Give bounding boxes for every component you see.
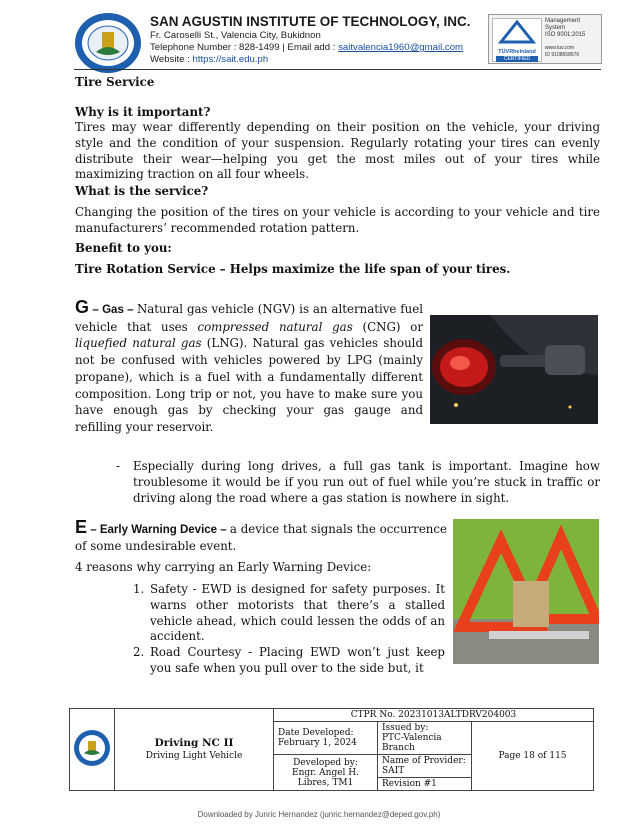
- footer-ctpr: CTPR No. 20231013ALTDRV204003: [274, 709, 594, 722]
- warning-triangle-photo: [453, 519, 599, 664]
- download-notice: Downloaded by Junric Hernandez (junric.hernandez@deped.gov.ph): [197, 810, 441, 819]
- gas-text-3: (LNG). Natural gas vehicles should not be confused with vehicles powered by LPG (mainly propane), which is a fuel with a fundamentally different composition. Long trip or not, you have to make sure you have enough gas by checking your gas gauge and refilling your reservoir.: [75, 336, 423, 434]
- footer-provider-cell: [378, 755, 472, 778]
- website-link[interactable]: https://sait.edu.ph: [192, 54, 269, 65]
- footer-school-logo: [73, 729, 111, 767]
- tuv-certification-badge: [488, 14, 602, 64]
- footer-provider-label: Name of Provider:: [382, 756, 466, 766]
- gas-text-2: (CNG) or: [352, 319, 424, 334]
- gas-italic-2: liquefied natural gas: [75, 336, 202, 351]
- gas-paragraph: [75, 299, 423, 436]
- footer-developed-cell: [274, 755, 378, 791]
- footer-logo-cell: [70, 709, 115, 791]
- footer-revision: Revision #1: [378, 778, 472, 791]
- gas-label: – Gas –: [89, 304, 137, 316]
- tuv-logo: [492, 18, 542, 62]
- footer-course: Driving NC II: [154, 737, 234, 749]
- benefit-heading: Benefit to you:: [75, 241, 172, 255]
- header-divider: [74, 69, 601, 70]
- ewd-item-2-number: 2.: [133, 645, 145, 659]
- ewd-paragraph: [75, 517, 447, 555]
- footer-course-cell: [115, 709, 274, 791]
- footer-subtitle: Driving Light Vehicle: [145, 751, 243, 761]
- school-logo: [74, 12, 142, 74]
- footer-issued-value: PTC-Valencia Branch: [382, 733, 442, 753]
- ewd-item-2-text: Road Courtesy - Placing EWD won’t just keep you safe when you pull over to the side but, it: [150, 645, 445, 675]
- what-heading: What is the service?: [75, 184, 209, 198]
- tuv-certified: CERTIFIED: [496, 56, 538, 62]
- ewd-label: – Early Warning Device –: [87, 524, 230, 536]
- tuv-triangle-icon: [493, 19, 541, 45]
- footer-developed-label: Developed by:: [293, 757, 358, 768]
- footer-developed-value: Engr. Angel H. Libres, TM1: [292, 767, 359, 788]
- cert-system-text: [545, 18, 585, 59]
- gas-italic-1: compressed natural gas: [197, 319, 353, 334]
- gas-text-1: Natural gas vehicle (NGV) is an alternative fuel vehicle that uses: [75, 302, 424, 334]
- ewd-reasons-heading: 4 reasons why carrying an Early Warning Device:: [75, 560, 372, 574]
- org-name: SAN AGUSTIN INSTITUTE OF TECHNOLOGY, INC.: [150, 14, 471, 29]
- footer-page: Page 18 of 115: [472, 722, 594, 791]
- section-title: Tire Service: [75, 75, 155, 89]
- why-text: Tires may wear differently depending on their position on the vehicle, your driving style and the condition of your suspension. Regularly rotating your tires can evenly distribute their wear—helping you get the most miles out of your tires while maximizing traction on all four wheels.: [75, 120, 600, 182]
- ewd-item-1-text: Safety - EWD is designed for safety purposes. It warns other motorists that there’s a stalled vehicle ahead, which could lessen the odds of an accident.: [150, 582, 445, 644]
- ewd-text: a device that signals the occurrence of some undesirable event.: [75, 522, 447, 553]
- org-address: Fr. Caroselli St., Valencia City, Bukidnon: [150, 30, 321, 41]
- benefit-text: Tire Rotation Service – Helps maximize the life span of your tires.: [75, 262, 511, 276]
- gas-bullet-text: Especially during long drives, a full gas tank is important. Imagine how troublesome it would be if you run out of fuel while you’re stuck in traffic or driving along the road where a gas station is nowhere in sight.: [133, 459, 600, 505]
- footer-issued-label: Issued by:: [382, 723, 429, 733]
- cert-url: www.tuv.com: [545, 45, 575, 51]
- org-contact: [150, 42, 463, 54]
- footer-table-wrap: [69, 708, 594, 791]
- email-link[interactable]: saitvalencia1960@gmail.com: [338, 42, 464, 53]
- ewd-letter: E: [75, 517, 88, 537]
- gas-pump-photo: [430, 315, 598, 424]
- cert-line-2: System: [545, 25, 566, 31]
- cert-line-1: Management: [545, 18, 581, 24]
- footer-table: [69, 708, 594, 791]
- website-label: Website :: [150, 54, 193, 65]
- why-heading: Why is it important?: [75, 105, 211, 119]
- footer-date-label: Date Developed:: [278, 728, 354, 738]
- footer-date-value: February 1, 2024: [278, 738, 357, 748]
- gas-letter: G: [75, 297, 90, 317]
- telephone-text: Telephone Number : 828-1499 | Email add :: [150, 42, 339, 53]
- ewd-item-1-number: 1.: [133, 582, 145, 596]
- tuv-brand: TÜVRheinland: [498, 49, 536, 55]
- footer-date-cell: [274, 722, 378, 755]
- footer-provider-value: SAIT: [382, 766, 405, 776]
- footer-issued-cell: [378, 722, 472, 755]
- org-website: [150, 54, 268, 66]
- cert-id: ID 9108658676: [545, 52, 580, 58]
- cert-line-3: ISO 9001:2015: [545, 32, 586, 38]
- gas-bullet-marker: -: [116, 459, 120, 473]
- what-text: Changing the position of the tires on your vehicle is according to your vehicle and tire manufacturers’ recommended rotation pattern.: [75, 205, 600, 235]
